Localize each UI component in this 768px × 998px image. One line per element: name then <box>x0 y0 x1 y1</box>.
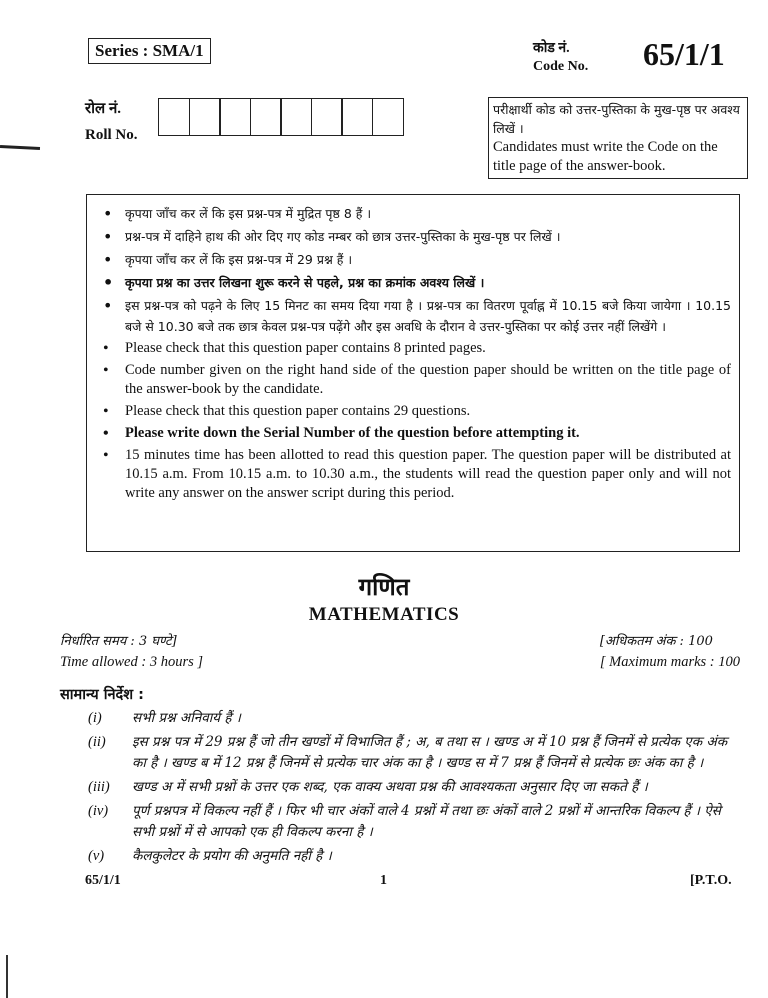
code-label-hindi: कोड नं. <box>533 41 570 56</box>
instruction-item: • प्रश्न-पत्र में दाहिने हाथ की ओर दिए गए कोड नम्बर को छात्र उत्तर-पुस्तिका के मुख-पृष्ठ पर लिखें । <box>95 226 731 247</box>
roll-digit-box[interactable] <box>189 98 221 136</box>
instruction-item: • कृपया प्रश्न का उत्तर लिखना शुरू करने से पहले, प्रश्न का क्रमांक अवश्य लिखें । <box>95 272 731 293</box>
item-text: इस प्रश्न पत्र में 29 प्रश्न हैं जो तीन खण्डों में विभाजित हैं ; अ, ब तथा स । खण्ड अ में 10 प्रश्न हैं जिनमें से प्रत्येक एक अंक का है । खण्ड ब में 12 प्रश्न हैं जिनमें से प्रत्येक चार अंक का है । खण्ड स में 7 प्रश्न हैं जिनमें से प्रत्येक छः अंक का है । <box>132 734 728 771</box>
pto-label: [P.T.O. <box>690 873 732 888</box>
instruction-item: • कृपया जाँच कर लें कि इस प्रश्न-पत्र में 29 प्रश्न हैं । <box>95 249 731 270</box>
instruction-item: • 15 minutes time has been allotted to read this question paper. The question paper will be distributed at 10.15 a.m. From 10.15 a.m. to 10.30 a.m., the students will read the question paper only and will not write any answer on the answer script during this period. <box>95 446 731 503</box>
code-number: 65/1/1 <box>643 36 725 72</box>
roll-digit-box[interactable] <box>158 98 190 136</box>
general-instructions-list <box>88 708 738 870</box>
instruction-item: • Please check that this question paper contains 8 printed pages. <box>95 339 731 358</box>
subject-title-hindi: गणित <box>358 573 410 601</box>
scan-edge-line <box>6 955 8 998</box>
candidate-code-note <box>488 97 748 179</box>
roll-number-boxes[interactable] <box>158 98 402 136</box>
footer-code: 65/1/1 <box>85 873 121 888</box>
instruction-item: • Code number given on the right hand side of the question paper should be written on the title page of the answer-book by the candidate. <box>95 361 731 399</box>
roll-label-hindi: रोल नं. <box>85 101 122 117</box>
item-text: पूर्ण प्रश्नपत्र में विकल्प नहीं हैं । फिर भी चार अंकों वाले 4 प्रश्नों में तथा छः अंकों वाले 2 प्रश्नों में आन्तरिक विकल्प हैं । ऐसे सभी प्रश्नों में से आपको एक ही विकल्प करना है । <box>132 803 721 840</box>
instructions-box <box>86 194 740 552</box>
instruction-item: • इस प्रश्न-पत्र को पढ़ने के लिए 15 मिनट का समय दिया गया है । प्रश्न-पत्र का वितरण पूर्वाह्न में 10.15 बजे किया जायेगा । 10.15 बजे से 10.30 बजे तक छात्र केवल प्रश्न-पत्र पढ़ेंगे और इस अवधि के दौरान वे उत्तर-पुस्तिका पर कोई उत्तर नहीं लिखेंगे । <box>95 295 731 337</box>
maximum-marks <box>600 632 740 672</box>
candidate-note-english: Candidates must write the Code on the title page of the answer-book. <box>493 139 718 174</box>
maximum-marks-hindi: [अधिकतम अंक : 100 <box>599 634 713 649</box>
code-label <box>533 40 588 76</box>
roll-digit-box[interactable] <box>372 98 404 136</box>
code-label-english: Code No. <box>533 59 589 74</box>
item-number: (iv) <box>88 803 109 819</box>
item-number: (iii) <box>88 779 110 795</box>
roll-digit-box[interactable] <box>341 98 373 136</box>
general-instruction-item <box>88 777 738 798</box>
time-allowed-hindi: निर्धारित समय : 3 घण्टे] <box>60 634 177 649</box>
time-allowed-english: Time allowed : 3 hours ] <box>60 654 203 670</box>
roll-label <box>85 96 138 148</box>
instructions-list <box>95 203 731 503</box>
instruction-item: • कृपया जाँच कर लें कि इस प्रश्न-पत्र में मुद्रित पृष्ठ 8 हैं । <box>95 203 731 224</box>
candidate-note-hindi: परीक्षार्थी कोड को उत्तर-पुस्तिका के मुख-पृष्ठ पर अवश्य लिखें । <box>493 102 740 136</box>
roll-digit-box[interactable] <box>219 98 251 136</box>
item-text: सभी प्रश्न अनिवार्य हैं । <box>132 710 241 726</box>
time-allowed <box>60 632 203 672</box>
general-instruction-item <box>88 846 738 867</box>
page-number: 1 <box>380 873 387 888</box>
roll-digit-box[interactable] <box>311 98 343 136</box>
instruction-item: • Please write down the Serial Number of the question before attempting it. <box>95 424 731 443</box>
general-instruction-item <box>88 801 738 843</box>
item-text: कैलकुलेटर के प्रयोग की अनुमति नहीं है । <box>132 848 332 864</box>
scan-mark <box>0 145 40 150</box>
item-number: (v) <box>88 848 105 864</box>
roll-digit-box[interactable] <box>280 98 312 136</box>
instruction-item: • Please check that this question paper contains 29 questions. <box>95 402 731 421</box>
roll-label-english: Roll No. <box>85 127 138 143</box>
maximum-marks-english: [ Maximum marks : 100 <box>599 654 740 670</box>
general-instruction-item <box>88 708 738 729</box>
item-number: (ii) <box>88 734 106 750</box>
subject-title-english: MATHEMATICS <box>308 604 460 625</box>
general-instruction-item <box>88 732 738 774</box>
item-text: खण्ड अ में सभी प्रश्नों के उत्तर एक शब्द, एक वाक्य अथवा प्रश्न की आवश्यकता अनुसार दिए जा सकते हैं । <box>132 779 648 795</box>
series-label: Series : SMA/1 <box>88 38 211 64</box>
general-instructions-heading: सामान्य निर्देश : <box>60 687 144 703</box>
roll-digit-box[interactable] <box>250 98 282 136</box>
item-number: (i) <box>88 710 102 726</box>
